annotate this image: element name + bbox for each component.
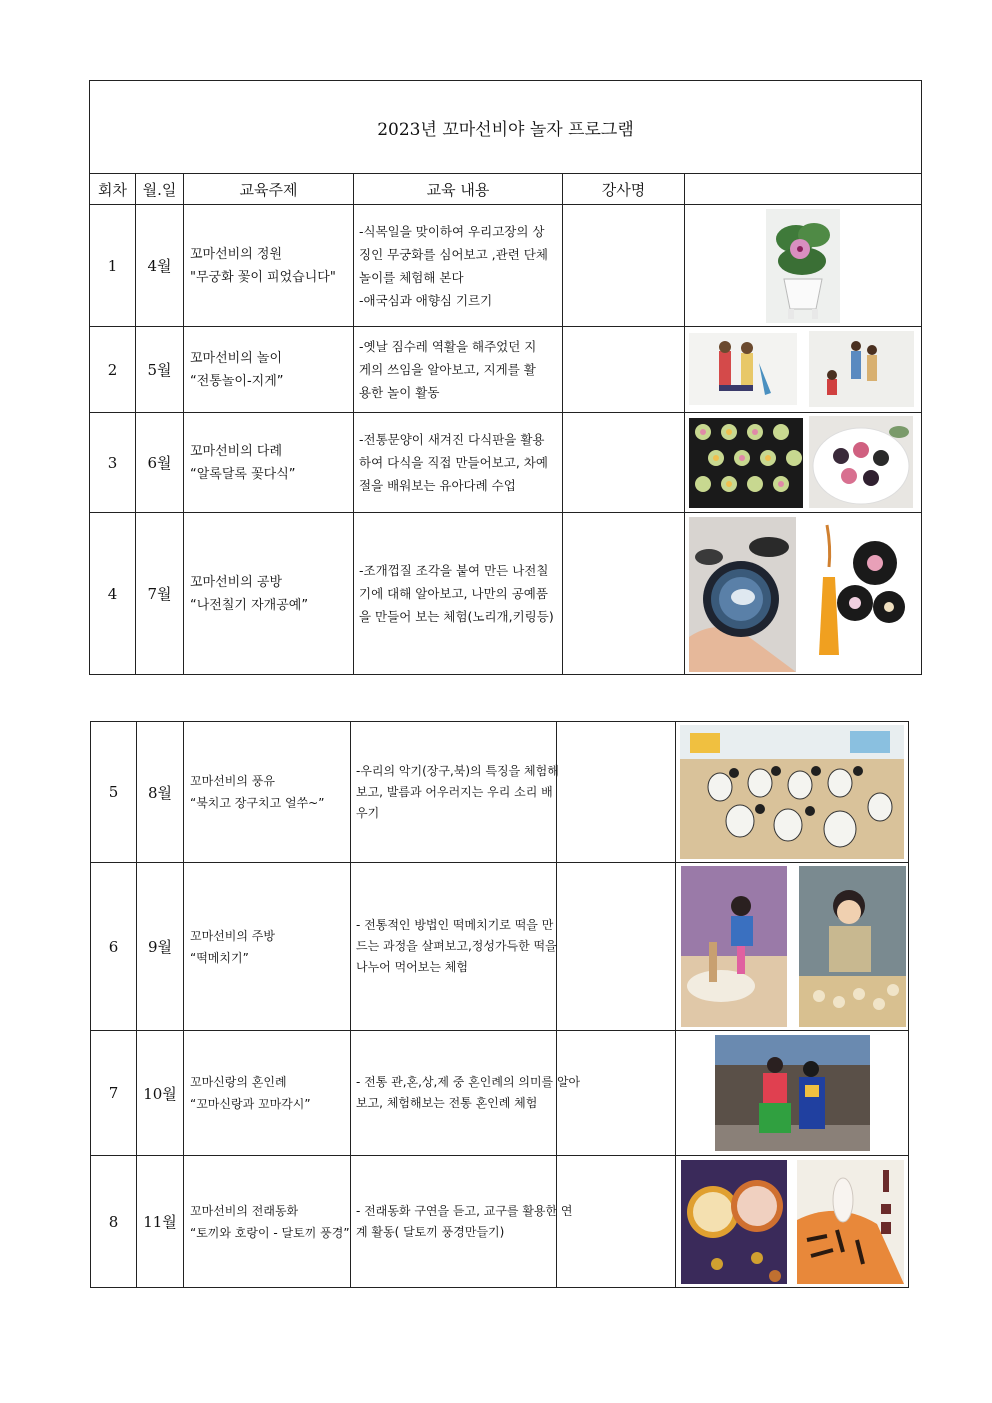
content-line: 나누어 먹어보는 체험 [356, 960, 468, 974]
session-topic [184, 513, 354, 675]
content-line: 하여 다식을 직접 만들어보고, 차예 [359, 455, 548, 470]
header-topic: 교육주제 [184, 174, 354, 205]
session-instructor [563, 513, 685, 675]
rice-cake-making-photo [799, 866, 906, 1027]
session-instructor [563, 327, 685, 413]
program-table-part-1 [89, 80, 922, 675]
session-month: 7월 [136, 513, 184, 675]
topic-line: 꼬마선비의 정원 [190, 246, 283, 262]
content-line: - 전래동화 구연을 듣고, 교구를 활용한 연 [356, 1203, 573, 1218]
content-line: -옛날 짐수레 역활을 해주었던 지 [359, 339, 537, 354]
header-content: 교육 내용 [354, 174, 563, 205]
topic-line: 꼬마신랑의 혼인례 [190, 1075, 287, 1089]
hibiscus-pot-photo [766, 209, 840, 323]
session-content [354, 413, 563, 513]
topic-line: 꼬마선비의 전래동화 [190, 1203, 299, 1218]
content-line: -전통문양이 새겨진 다식판을 활용 [359, 432, 545, 447]
table-row [91, 1031, 909, 1156]
session-number: 4 [90, 513, 136, 675]
table-row [90, 513, 922, 675]
content-line: -우리의 악기(장구,북)의 특징을 체험해 [356, 763, 559, 778]
program-table-part-2 [90, 721, 909, 1288]
topic-line: 꼬마선비의 주방 [190, 928, 275, 943]
session-topic [184, 722, 351, 863]
wedding-costume-photo [715, 1035, 870, 1151]
session-content [351, 1031, 581, 1156]
session-instructor [557, 863, 676, 1031]
table-row [91, 863, 909, 1031]
session-number: 8 [91, 1156, 137, 1288]
content-line: 용한 놀이 활동 [359, 385, 440, 400]
session-topic [184, 1031, 351, 1156]
topic-line: "무궁화 꽃이 피었습니다" [190, 269, 336, 285]
session-instructor [557, 1031, 676, 1156]
page-title: 2023년 꼬마선비야 놀자 프로그램 [90, 81, 922, 174]
content-line: 드는 과정을 살펴보고,정성가득한 떡을 [356, 939, 557, 953]
session-content [351, 1156, 573, 1288]
session-topic [184, 413, 354, 513]
table-row [91, 722, 909, 863]
session-content [351, 863, 557, 1031]
header-date: 월.일 [136, 174, 184, 205]
topic-line: “알록달록 꽃다식” [190, 466, 296, 482]
table-row [91, 1156, 909, 1288]
session-number: 5 [91, 722, 137, 863]
session-topic [184, 205, 354, 327]
session-topic [184, 327, 354, 413]
drum-class-photo [680, 725, 904, 859]
session-month: 9월 [137, 863, 184, 1031]
topic-line: “북치고 장구치고 얼쑤~” [190, 796, 325, 810]
content-line: 절을 배워보는 유아다례 수업 [359, 478, 516, 493]
session-topic [184, 863, 351, 1031]
topic-line: “전통놀이-지게” [190, 373, 284, 389]
session-photos [676, 1156, 909, 1288]
session-content [351, 722, 557, 863]
session-content [354, 513, 563, 675]
content-line: -조개껍질 조각을 붙여 만든 나전칠 [359, 563, 549, 578]
session-topic [184, 1156, 351, 1288]
topic-line: “떡메치기” [190, 950, 249, 965]
header-photo [685, 174, 922, 205]
content-line: 우기 [356, 805, 380, 820]
session-month: 10월 [137, 1031, 184, 1156]
table-row [90, 205, 922, 327]
topic-line: 꼬마선비의 공방 [190, 574, 283, 590]
dasik-pattern-photo [689, 418, 803, 508]
content-line: -식목일을 맞이하여 우리고장의 상 [359, 223, 545, 239]
dasik-plate-photo [809, 416, 913, 508]
topic-line: 꼬마선비의 다례 [190, 443, 283, 459]
topic-line: “나전칠기 자개공예” [190, 597, 309, 613]
content-line: 기에 대해 알아보고, 나만의 공예품 [359, 586, 548, 601]
session-content [354, 327, 563, 413]
session-photos [685, 327, 922, 413]
content-line: -애국심과 애향심 기르기 [359, 292, 493, 308]
session-instructor [563, 413, 685, 513]
session-number: 7 [91, 1031, 137, 1156]
session-number: 1 [90, 205, 136, 327]
session-photos [685, 513, 922, 675]
content-line: 게의 쓰임을 알아보고, 지게를 활 [359, 362, 536, 377]
table-row [90, 413, 922, 513]
session-photos [676, 863, 909, 1031]
session-number: 2 [90, 327, 136, 413]
content-line: 계 활동( 달토끼 풍경만들기) [356, 1224, 505, 1239]
session-month: 4월 [136, 205, 184, 327]
content-line: 보고, 발름과 어우러지는 우리 소리 배 [356, 784, 553, 799]
table-row [90, 327, 922, 413]
session-instructor [557, 1156, 676, 1288]
content-line: 보고, 체험해보는 전통 혼인례 체험 [356, 1096, 538, 1110]
session-instructor [563, 205, 685, 327]
session-content [354, 205, 563, 327]
children-jige-photo-1 [689, 333, 797, 405]
rice-cake-pounding-photo [681, 866, 787, 1027]
topic-line: 꼬마선비의 풍유 [190, 774, 275, 788]
header-session: 회차 [90, 174, 136, 205]
session-month: 5월 [136, 327, 184, 413]
najeon-norigae-photo [809, 517, 913, 663]
children-jige-photo-2 [809, 331, 914, 407]
moon-rabbit-chime-photo [681, 1160, 787, 1284]
session-month: 11월 [137, 1156, 184, 1288]
content-line: 을 만들어 보는 체험(노리개,키링등) [359, 609, 554, 624]
tiger-rabbit-book-photo [797, 1160, 904, 1284]
topic-line: 꼬마선비의 놀이 [190, 350, 283, 366]
topic-line: “토끼와 호랑이 - 달토끼 풍경” [190, 1225, 350, 1240]
header-instructor: 강사명 [563, 174, 685, 205]
session-month: 8월 [137, 722, 184, 863]
content-line: 징인 무궁화를 심어보고 ,관련 단체 [359, 246, 548, 262]
session-photos [685, 413, 922, 513]
najeon-disc-photo [689, 517, 796, 672]
content-line: - 전통적인 방법인 떡메치기로 떡을 만 [356, 918, 554, 932]
session-month: 6월 [136, 413, 184, 513]
session-photos [676, 1031, 909, 1156]
topic-line: “꼬마신랑과 꼬마각시” [190, 1097, 311, 1111]
session-photos [676, 722, 909, 863]
session-instructor [557, 722, 676, 863]
content-line: 놀이를 체험해 본다 [359, 269, 464, 285]
content-line: - 전통 관,혼,상,제 중 혼인례의 의미를 알아 [356, 1075, 581, 1089]
session-number: 6 [91, 863, 137, 1031]
session-photos [685, 205, 922, 327]
session-number: 3 [90, 413, 136, 513]
